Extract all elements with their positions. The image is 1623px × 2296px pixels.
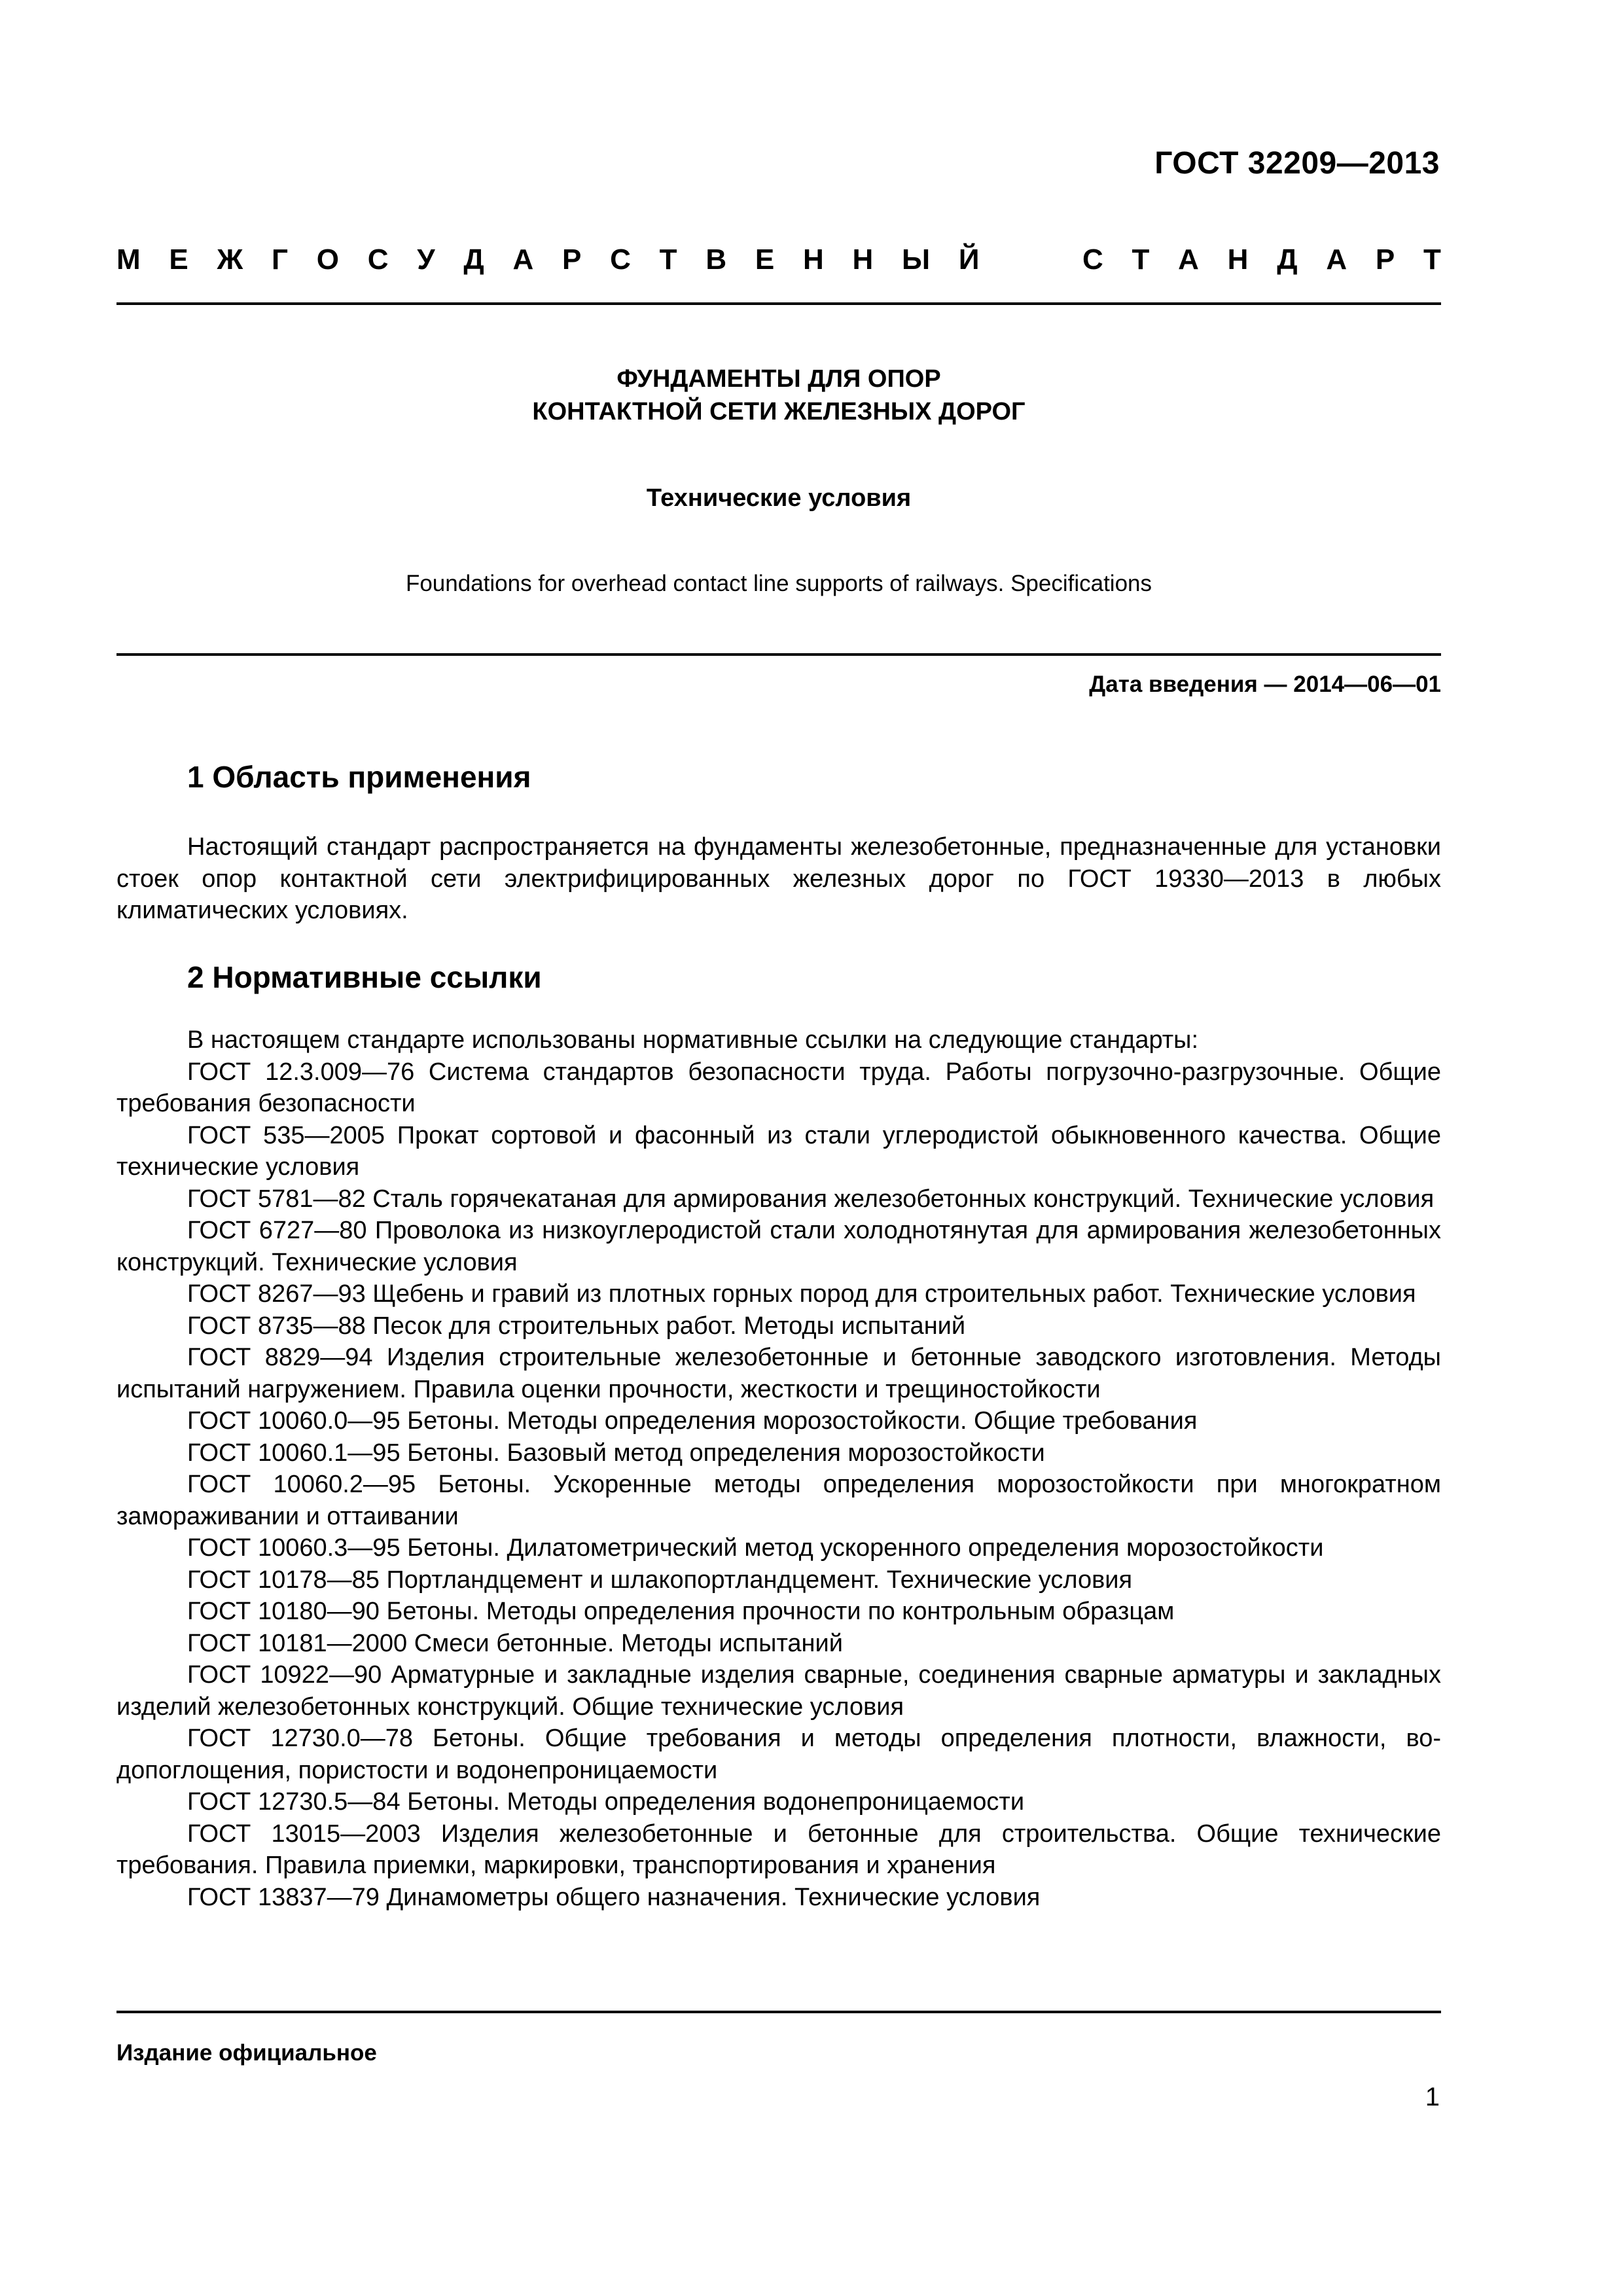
- footer-divider: [116, 2011, 1441, 2013]
- heading-letter: А: [1178, 243, 1199, 276]
- heading-letter: Р: [1375, 243, 1395, 276]
- official-edition-label: Издание официальное: [116, 2040, 377, 2066]
- heading-letter: Р: [562, 243, 582, 276]
- heading-letter: Д: [463, 243, 484, 276]
- heading-letter: Н: [1227, 243, 1249, 276]
- references-intro: В настоящем стандарте использованы нормативные ссылки на следующие стандарты:: [187, 1026, 1199, 1054]
- section-1-heading: 1 Область применения: [187, 760, 531, 794]
- heading-letter: Т: [1423, 243, 1441, 276]
- page-number: 1: [1425, 2083, 1440, 2111]
- reference-item: ГОСТ 10060.2—95 Бетоны. Ускоренные методы определения морозостойкости при многократном замораживании и оттаивании: [116, 1471, 1441, 1530]
- heading-letter: Г: [272, 243, 288, 276]
- heading-letter: Е: [755, 243, 775, 276]
- introduction-date: Дата введения — 2014—06—01: [1089, 672, 1441, 697]
- reference-item: ГОСТ 12730.5—84 Бетоны. Методы определения водонепроницаемости: [187, 1788, 1025, 1816]
- document-title: [116, 363, 1441, 428]
- reference-item: ГОСТ 10060.0—95 Бетоны. Методы определения морозостойкости. Общие требования: [187, 1407, 1198, 1435]
- document-subtitle: Технические условия: [646, 484, 912, 512]
- standard-type-heading: [116, 243, 1441, 276]
- heading-letter: Т: [659, 243, 677, 276]
- reference-item: ГОСТ 10180—90 Бетоны. Методы определения прочности по контрольным образцам: [187, 1598, 1175, 1625]
- reference-item: ГОСТ 10060.3—95 Бетоны. Дилатометрический метод ускоренного определения морозостойкости: [187, 1534, 1324, 1562]
- heading-letter: Д: [1277, 243, 1298, 276]
- header-divider: [116, 302, 1441, 305]
- heading-letter: Т: [1132, 243, 1150, 276]
- normative-references-list: [116, 1024, 1441, 1913]
- english-title: Foundations for overhead contact line supports of railways. Specifications: [405, 571, 1152, 596]
- heading-letter: Е: [169, 243, 188, 276]
- word-gap: [1008, 243, 1054, 276]
- reference-item: ГОСТ 8829—94 Изделия строительные железобетонные и бетонные заводского изготовления. Методы испытаний нагружением. Правила оценки прочности, жесткости и трещиностойкости: [116, 1344, 1441, 1403]
- reference-item: ГОСТ 10922—90 Арматурные и закладные изделия сварные, соединения сварные арматуры и закладных изделий железобетонных конструкций. Общие технические условия: [116, 1661, 1441, 1721]
- heading-letter: О: [316, 243, 339, 276]
- reference-item: ГОСТ 535—2005 Прокат сортовой и фасонный из стали углеродистой обыкновенного качества. Общие технические условия: [116, 1121, 1441, 1181]
- heading-letter: А: [1326, 243, 1347, 276]
- section-1-body: [116, 831, 1441, 927]
- reference-item: ГОСТ 8267—93 Щебень и гравий из плотных горных пород для строительных работ. Технические условия: [187, 1280, 1416, 1308]
- reference-item: ГОСТ 12.3.009—76 Система стандартов безопасности труда. Работы погрузочно-разгрузочные. Общие требования безопасности: [116, 1058, 1441, 1117]
- heading-letter: С: [1082, 243, 1103, 276]
- reference-item: ГОСТ 12730.0—78 Бетоны. Общие требования и методы определения плотности, влажности, водопоглощения, пористости и водонепроницаемости: [116, 1725, 1441, 1784]
- document-number: ГОСТ 32209—2013: [1154, 146, 1440, 181]
- reference-item: ГОСТ 8735—88 Песок для строительных работ. Методы испытаний: [187, 1312, 966, 1340]
- heading-letter: Й: [958, 243, 980, 276]
- reference-item: ГОСТ 10181—2000 Смеси бетонные. Методы испытаний: [187, 1629, 843, 1657]
- title-line-1: ФУНДАМЕНТЫ ДЛЯ ОПОР: [616, 365, 941, 393]
- heading-letter: Н: [852, 243, 874, 276]
- heading-letter: В: [705, 243, 727, 276]
- heading-letter: С: [367, 243, 389, 276]
- reference-item: ГОСТ 5781—82 Сталь горячекатаная для армирования железобетонных конструкций. Технические условия: [187, 1185, 1435, 1213]
- reference-item: ГОСТ 6727—80 Проволока из низкоуглеродистой стали холоднотянутая для армирования железобетонных конструкций. Технические условия: [116, 1217, 1441, 1276]
- title-divider: [116, 653, 1441, 656]
- reference-item: ГОСТ 13837—79 Динамометры общего назначения. Технические условия: [187, 1883, 1041, 1911]
- heading-letter: М: [116, 243, 141, 276]
- section-2-heading: 2 Нормативные ссылки: [187, 960, 542, 994]
- heading-letter: А: [512, 243, 534, 276]
- section-1-paragraph: Настоящий стандарт распространяется на фундаменты железобетонные, предназначенные для установки стоек опор контактной сети электрифицированных железных дорог по ГОСТ 19330—2013 в любых климатических условиях.: [116, 833, 1441, 924]
- title-line-2: КОНТАКТНОЙ СЕТИ ЖЕЛЕЗНЫХ ДОРОГ: [532, 398, 1026, 425]
- heading-letter: Ы: [902, 243, 931, 276]
- heading-letter: Н: [802, 243, 824, 276]
- heading-letter: У: [417, 243, 435, 276]
- reference-item: ГОСТ 10178—85 Портландцемент и шлакопортландцемент. Технические условия: [187, 1566, 1133, 1594]
- reference-item: ГОСТ 13015—2003 Изделия железобетонные и бетонные для строительства. Общие технические требования. Правила приемки, маркировки, транспортирования и хранения: [116, 1820, 1441, 1879]
- heading-letter: Ж: [217, 243, 243, 276]
- heading-letter: С: [610, 243, 631, 276]
- reference-item: ГОСТ 10060.1—95 Бетоны. Базовый метод определения морозостойкости: [187, 1439, 1045, 1467]
